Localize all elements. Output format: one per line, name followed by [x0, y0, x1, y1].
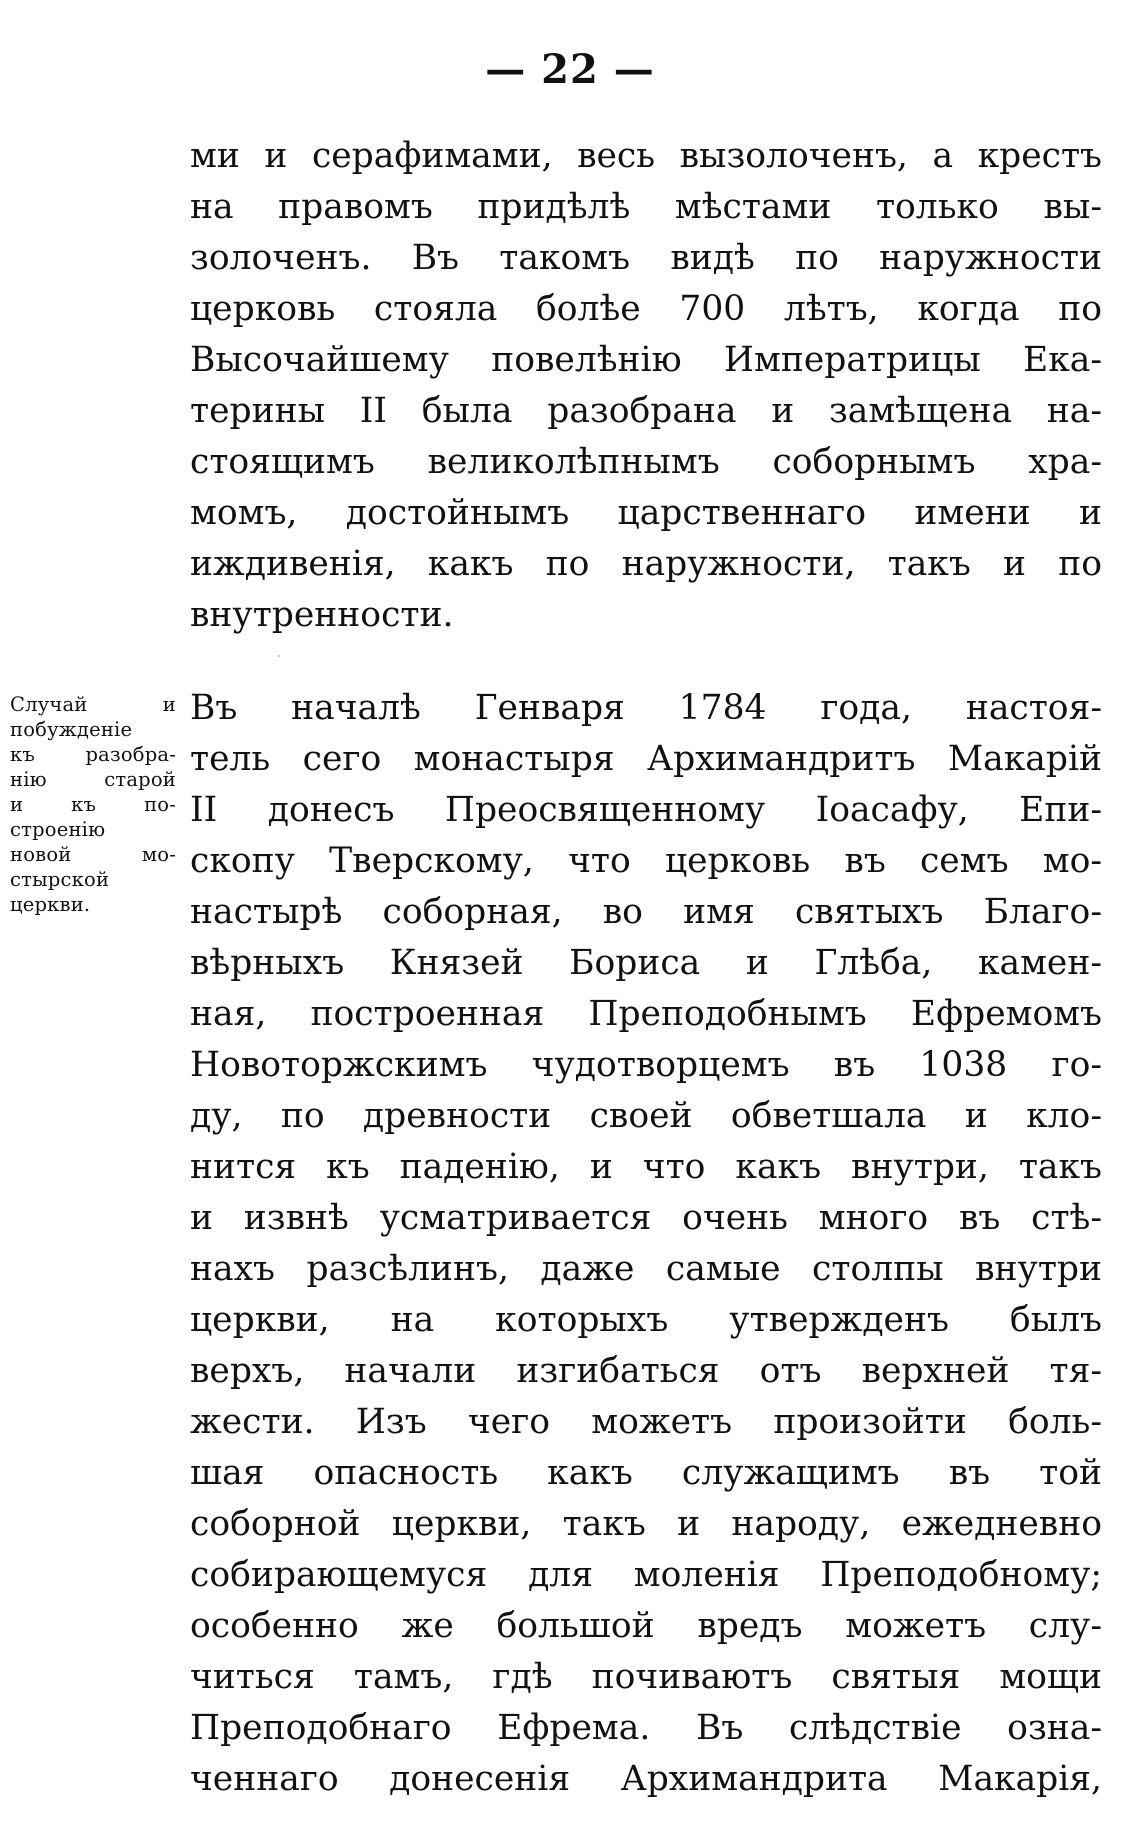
text-line: вѣрныхъ Князей Бориса и Глѣба, камен-	[190, 943, 1102, 983]
paragraph-main	[190, 683, 1102, 1805]
margin-note-line: и къ по-	[10, 793, 176, 816]
text-line: церковь стояла болѣе 700 лѣтъ, когда по	[190, 289, 1102, 329]
margin-note-line: строенію	[10, 818, 106, 841]
text-line: шая опасность какъ служащимъ въ той	[190, 1453, 1102, 1493]
text-line: ная, построенная Преподобнымъ Ефремомъ	[190, 994, 1102, 1034]
text-line: скопу Тверскому, что церковь въ семъ мо-	[190, 841, 1102, 881]
text-line: момъ, достойнымъ царственнаго имени и	[190, 493, 1102, 533]
margin-note-line: побужденіе	[10, 718, 133, 741]
paragraph-continuation	[190, 131, 1102, 641]
text-line: нахъ разсѣлинъ, даже самые столпы внутри	[190, 1249, 1102, 1289]
text-line: иждивенія, какъ по наружности, такъ и по	[190, 544, 1102, 584]
text-line: особенно же большой вредъ можетъ слу-	[190, 1606, 1102, 1646]
margin-note-line: нію старой	[10, 768, 176, 791]
section-divider-mark	[278, 655, 280, 657]
text-line: Высочайшему повелѣнію Императрицы Ека-	[190, 340, 1102, 380]
text-line: Новоторжскимъ чудотворцемъ въ 1038 го-	[190, 1045, 1102, 1085]
margin-note-line: церкви.	[10, 893, 91, 916]
text-line: соборной церкви, такъ и народу, ежедневно	[190, 1504, 1102, 1544]
text-line: читься тамъ, гдѣ почиваютъ святыя мощи	[190, 1657, 1102, 1697]
text-line: церкви, на которыхъ утвержденъ былъ	[190, 1300, 1102, 1340]
text-line: собирающемуся для моленія Преподобному;	[190, 1555, 1102, 1595]
text-line: терины II была разобрана и замѣщена на-	[190, 391, 1102, 431]
margin-note-line: новой мо-	[10, 843, 176, 866]
text-line: II донесъ Преосвященному Іоасафу, Епи-	[190, 790, 1102, 830]
text-line: жести. Изъ чего можетъ произойти боль-	[190, 1402, 1102, 1442]
text-line: на правомъ придѣлѣ мѣстами только вы-	[190, 187, 1102, 227]
text-line: ченнаго донесенія Архимандрита Макарія,	[190, 1759, 1102, 1799]
text-line: ду, по древности своей обветшала и кло-	[190, 1096, 1102, 1136]
text-line: нится къ паденію, и что какъ внутри, такъ	[190, 1147, 1102, 1187]
text-line: Въ началѣ Генваря 1784 года, настоя-	[190, 688, 1102, 728]
text-line: настырѣ соборная, во имя святыхъ Благо-	[190, 892, 1102, 932]
page-number: — 22 —	[485, 46, 655, 93]
text-line: Преподобнаго Ефрема. Въ слѣдствіе озна-	[190, 1708, 1102, 1748]
margin-note-line: Случай и	[10, 693, 176, 716]
text-line: тель сего монастыря Архимандритъ Макарій	[190, 739, 1102, 779]
text-line: верхъ, начали изгибаться отъ верхней тя-	[190, 1351, 1102, 1391]
text-line: внутренности.	[190, 595, 454, 635]
text-line: ми и серафимами, весь вызолоченъ, а крестъ	[190, 136, 1102, 176]
text-line: и извнѣ усматривается очень много въ стѣ-	[190, 1198, 1102, 1238]
margin-note-line: къ разобра-	[10, 743, 176, 766]
margin-note	[10, 692, 176, 917]
text-line: стоящимъ великолѣпнымъ соборнымъ хра-	[190, 442, 1102, 482]
margin-note-line: стырской	[10, 868, 110, 891]
text-line: золоченъ. Въ такомъ видѣ по наружности	[190, 238, 1102, 278]
